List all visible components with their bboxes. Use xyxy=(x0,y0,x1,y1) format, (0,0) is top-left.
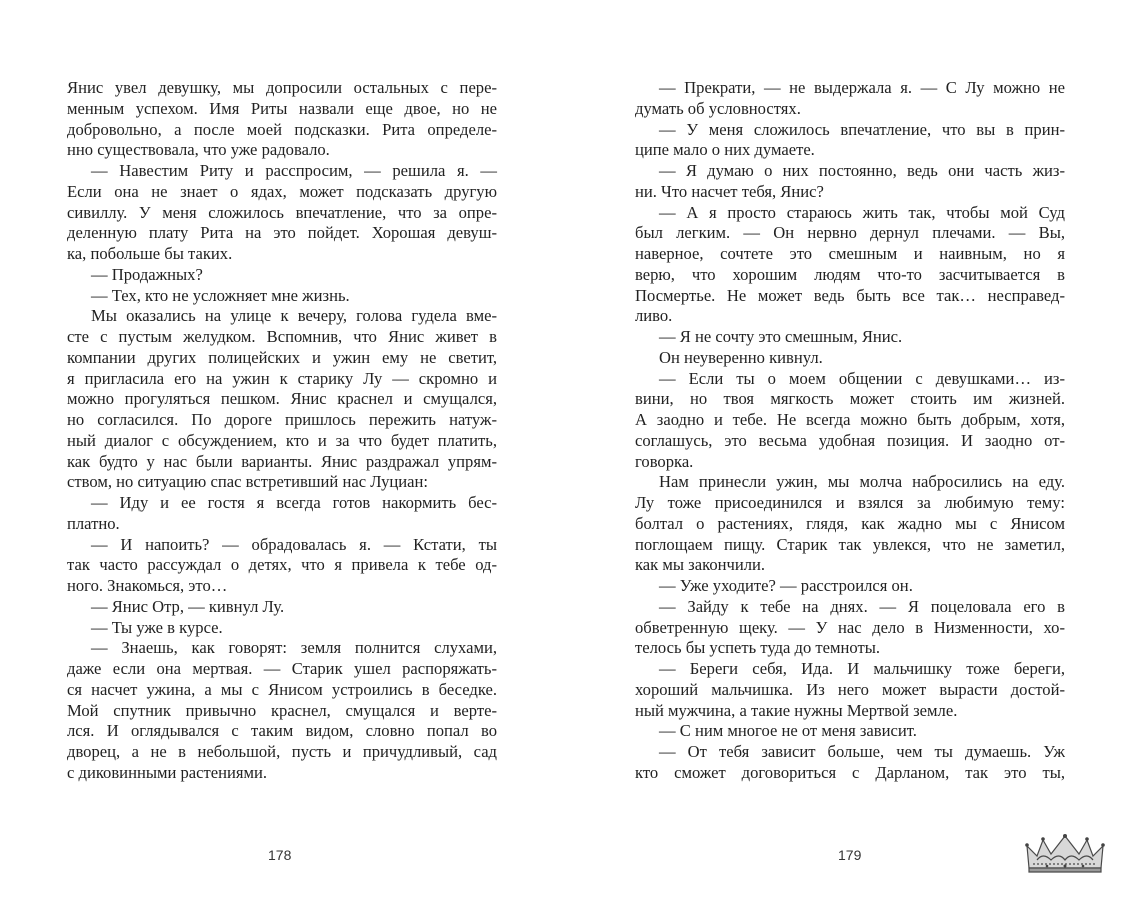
text-line: обветренную щеку. — У нас дело в Низменности, хо- xyxy=(635,617,1065,637)
text-line: сивиллу. У меня сложилось впечатление, что за опре- xyxy=(67,202,497,222)
text-line: как будто у нас были варианты. Янис раздражал упрям- xyxy=(67,451,497,471)
text-line: можно прогуляться пешком. Янис краснел и смущался, xyxy=(67,389,497,409)
text-line: — С ним многое не от меня зависит. xyxy=(659,721,917,741)
text-line: с диковинными растениями. xyxy=(67,762,268,782)
text-line: добровольно, а после моей подсказки. Рита определе- xyxy=(67,119,497,139)
text-line: думать об условностях. xyxy=(635,98,801,118)
left-page-text xyxy=(67,78,497,784)
text-line: — Иду и ее гостя я всегда готов накормить бес- xyxy=(91,493,497,512)
text-line: ного. Знакомься, это… xyxy=(67,576,228,595)
text-line: Посмертье. Не может ведь быть все так… несправед- xyxy=(635,285,1065,305)
text-line: Если она не знает о ядах, может подсказать другую xyxy=(67,181,497,201)
text-line: телось бы успеть туда до темноты. xyxy=(635,638,881,658)
text-line: — От тебя зависит больше, чем ты думаешь. Уж xyxy=(659,742,1065,761)
text-line: говорка. xyxy=(635,451,694,471)
page-number-left: 178 xyxy=(268,847,292,863)
text-line: даже если она мертвая. — Старик ушел распоряжать- xyxy=(67,659,497,678)
text-line: Лу тоже присоединился и взялся за любимую тему: xyxy=(635,493,1065,512)
text-line: поглощаем пищу. Старик так увлекся, что не заметил, xyxy=(635,534,1065,554)
text-line: но согласился. По дороге пришлось пережить натуж- xyxy=(67,410,497,429)
text-line: был легким. — Он нервно дернул плечами. — Вы, xyxy=(635,223,1065,243)
text-line: — У меня сложилось впечатление, что вы в прин- xyxy=(659,119,1065,139)
text-line: — Продажных? xyxy=(91,264,203,284)
text-line: кто сможет договориться с Дарланом, так это ты, xyxy=(635,762,1065,782)
text-line: платно. xyxy=(67,513,120,533)
text-line: — Знаешь, как говорят: земля полнится слухами, xyxy=(91,638,497,658)
text-line: как мы закончили. xyxy=(635,555,766,575)
text-line: — Я думаю о них постоянно, ведь они часть жиз- xyxy=(659,161,1065,180)
text-line: ни. Что насчет тебя, Янис? xyxy=(635,181,824,201)
text-line: — Я не сочту это смешным, Янис. xyxy=(659,327,903,346)
text-line: Мой спутник привычно краснел, смущался и верте- xyxy=(67,700,497,720)
text-line: дворец, а не в небольшой, пусть и причудливый, сад xyxy=(67,742,497,761)
right-page-text xyxy=(635,78,1065,784)
text-line: ся насчет ужина, а мы с Янисом устроились в беседке. xyxy=(67,679,497,699)
text-line: ством, но ситуацию спас встретивший нас Луциан: xyxy=(67,472,428,492)
text-line: Нам принесли ужин, мы молча набросились на еду. xyxy=(659,472,1065,492)
text-line: Мы оказались на улице к вечеру, голова гудела вме- xyxy=(91,306,497,326)
text-line: верю, что хорошим людям что-то засчитывается в xyxy=(635,264,1065,284)
text-line: — Если ты о моем общении с девушками… из- xyxy=(659,368,1065,388)
text-line: — Ты уже в курсе. xyxy=(91,617,223,637)
text-line: ный диалог с обсуждением, кто и за что будет платить, xyxy=(67,430,497,450)
text-line: менным успехом. Имя Риты назвали еще двое, но не xyxy=(67,98,497,118)
text-line: вини, но твоя мягкость может стоить им жизней. xyxy=(635,389,1065,409)
text-line: Он неуверенно кивнул. xyxy=(659,347,823,367)
text-line: — Янис Отр, — кивнул Лу. xyxy=(91,596,285,616)
text-line: нно существовала, что уже радовало. xyxy=(67,140,330,160)
text-line: компании других полицейских и ужин ему не светит, xyxy=(67,347,497,367)
text-line: ливо. xyxy=(635,306,673,326)
text-line: сте с пустым желудком. Вспомнив, что Янис живет в xyxy=(67,327,497,346)
text-line: — Зайду к тебе на днях. — Я поцеловала его в xyxy=(659,596,1065,616)
text-line: — Уже уходите? — расстроился он. xyxy=(659,576,913,595)
text-line: соглашусь, это весьма удобная позиция. И заодно от- xyxy=(635,430,1065,450)
text-line: деленную плату Рита на это пойдет. Хорошая девуш- xyxy=(67,223,497,243)
page-number-right: 179 xyxy=(838,847,862,863)
text-line: — Навестим Риту и расспросим, — решила я. — xyxy=(91,161,497,180)
text-line: лся. И оглядывался с таким видом, словно попал во xyxy=(67,721,497,741)
text-line: — Тех, кто не усложняет мне жизнь. xyxy=(91,285,350,305)
text-line: А заодно и тебе. Не всегда можно быть добрым, хотя, xyxy=(635,410,1065,429)
text-line: Янис увел девушку, мы допросили остальных с пере- xyxy=(67,78,497,97)
crown-icon xyxy=(1023,834,1107,874)
text-line: так часто рассуждал о детях, что я привела к тебе од- xyxy=(67,555,497,575)
text-line: — Береги себя, Ида. И мальчишку тоже береги, xyxy=(659,659,1065,678)
text-line: ципе мало о них думаете. xyxy=(635,140,815,160)
text-line: болтал о растениях, глядя, как жадно мы с Янисом xyxy=(635,513,1065,533)
text-line: — Прекрати, — не выдержала я. — С Лу можно не xyxy=(659,78,1065,97)
text-line: я пригласила его на ужин к старику Лу — скромно и xyxy=(67,368,497,388)
text-line: — А я просто стараюсь жить так, чтобы мой Суд xyxy=(659,202,1065,222)
text-line: наверное, сочтете это смешным и наивным, но я xyxy=(635,244,1065,263)
text-line: — И напоить? — обрадовалась я. — Кстати, ты xyxy=(91,534,497,554)
text-line: ный мужчина, а такие нужны Мертвой земле. xyxy=(635,700,958,720)
text-line: хороший мальчишка. Из него может вырасти достой- xyxy=(635,679,1065,699)
text-line: ка, побольше бы таких. xyxy=(67,244,233,263)
